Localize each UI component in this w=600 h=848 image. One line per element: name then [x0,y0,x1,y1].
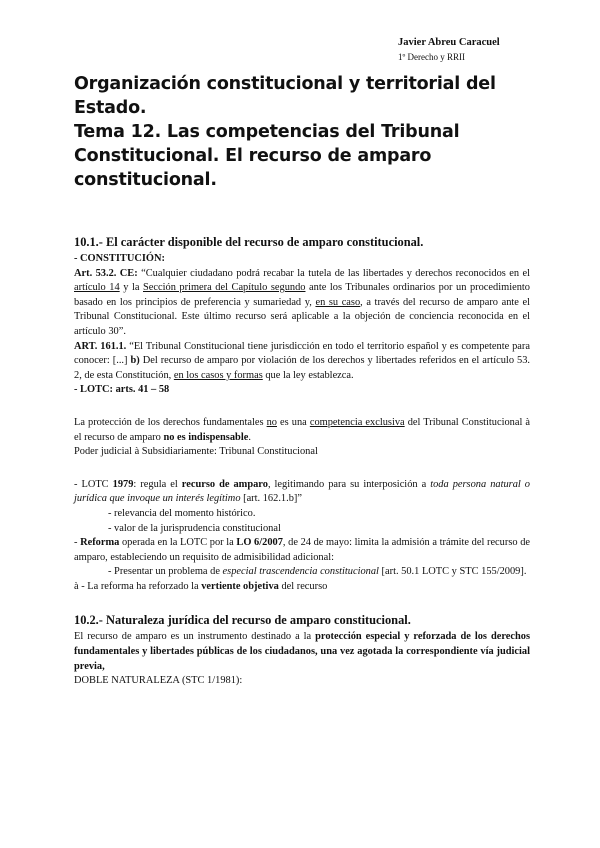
lotc-label: - LOTC: arts. 41 – 58 [74,384,170,396]
constitucion-label: - CONSTITUCIÓN: [74,253,165,264]
art-53-text-4: , a través del recurso de amparo ante el Tribunal Constitucional. Este último recurso será aplicable a la objeción de conciencia reconocida en el artículo 30”. [74,296,530,337]
document-body [74,234,530,689]
vertiente-text-1: à - La reforma ha reforzado la [74,580,202,592]
reforma-paragraph [74,536,530,565]
art-53-text-3: ante los Tribunales ordinarios por un procedimiento basado en los principios de preferencia y sumariedad y, [74,282,530,308]
reforma-text-3: , de 24 de mayo: limita la admisión a trámite del recurso de amparo, estableciendo un requisito de admisibilidad adicional: [74,537,530,563]
art-161-text-2: Del recurso de amparo por violación de los derechos y libertades referidos en el artículo 53. 2, de esta Constitución, [74,355,530,381]
title-line-2: Tema 12. Las competencias del Tribunal Constitucional. El recurso de amparo constitucional. [74,122,460,190]
presentar-text-1: - Presentar un problema de [108,566,223,578]
art-53-link-3: en su caso [315,296,361,308]
proteccion-text-1: La protección de los derechos fundamentales [74,416,267,428]
reforma-lo: LO 6/2007 [236,537,283,549]
vertiente-bold: vertiente objetiva [201,580,279,592]
art-53-text-1: “Cualquier ciudadano podrá recabar la tutela de las libertades y derechos reconocidos en el [137,267,530,279]
lotc-1979-text-4: [art. 162.1.b]” [240,493,302,505]
presentar-italic: especial trascendencia constitucional [222,566,379,578]
lotc-1979-italic: toda persona natural o jurídica que invoque un interés legítimo [74,478,530,505]
art-161-paragraph [74,340,530,384]
reforma-text-2: operada en la LOTC por la [119,537,237,549]
presentar-paragraph [74,565,530,580]
lotc-1979-recurso: recurso de amparo [181,478,268,490]
art-161-ref: ART. 161.1. [74,340,127,352]
lotc-1979-text-2: : regula el [133,478,182,490]
item-relevancia: - relevancia del momento histórico. [108,507,256,519]
section-1-heading: 10.1.- El carácter disponible del recurso de amparo constitucional. [74,235,424,249]
art-53-text-2: y la [119,282,143,294]
lotc-1979-year: 1979 [112,478,134,490]
proteccion-paragraph [74,416,530,445]
title-line-1: Organización constitucional y territorial del Estado. [74,74,496,118]
art-53-paragraph [74,267,530,340]
author-name: Javier Abreu Caracuel [398,37,500,48]
vertiente-text-2: del recurso [278,580,328,592]
lotc-1979-text-3: , legitimando para su interposición a [267,478,431,490]
proteccion-no: no [266,416,277,428]
doble-naturaleza: DOBLE NATURALEZA (STC 1/1981): [74,675,243,687]
art-53-ref: Art. 53.2. CE: [74,267,138,279]
art-53-link-1: artículo 14 [74,282,120,294]
vertiente-paragraph [74,580,530,595]
naturaleza-paragraph [74,630,530,674]
lotc-1979-paragraph [74,478,530,507]
item-valor: - valor de la jurisprudencia constitucional [108,522,281,534]
art-161-letter-b: b) [130,355,140,367]
naturaleza-text-1: El recurso de amparo es un instrumento destinado a la [74,631,316,643]
reforma-text-1: - [74,537,81,549]
proteccion-no-indispensable: no es indispensable [163,431,249,443]
page-header [398,36,500,64]
naturaleza-bold: protección especial y reforzada de los derechos fundamentales y libertades públicas de los ciudadanos, una vez agotada la correspondiente vía judicial previa, [74,631,530,672]
proteccion-competencia: competencia exclusiva [309,416,405,428]
course-label: 1º Derecho y RRII [398,52,466,62]
poder-judicial-line: Poder judicial à Subsidiariamente: Tribunal Constitucional [74,446,318,458]
art-161-underlined: en los casos y formas [173,369,263,381]
lotc-1979-text-1: - LOTC [74,478,113,490]
reforma-bold: Reforma [80,537,120,549]
presentar-text-2: [art. 50.1 LOTC y STC 155/2009]. [378,566,527,578]
proteccion-text-2: es una [277,416,310,428]
art-161-text-1: “El Tribunal Constitucional tiene jurisdicción en todo el territorio español y es competente para conocer: [...] [74,340,530,367]
art-161-text-3: que la ley establezca. [262,369,354,381]
proteccion-text-3: del Tribunal Constitucional à el recurso de amparo [74,416,531,443]
art-53-link-2: Sección primera del Capítulo segundo [143,282,306,294]
document-title [74,72,544,192]
proteccion-text-4: . [248,431,251,443]
section-2-heading: 10.2.- Naturaleza jurídica del recurso de amparo constitucional. [74,613,411,628]
